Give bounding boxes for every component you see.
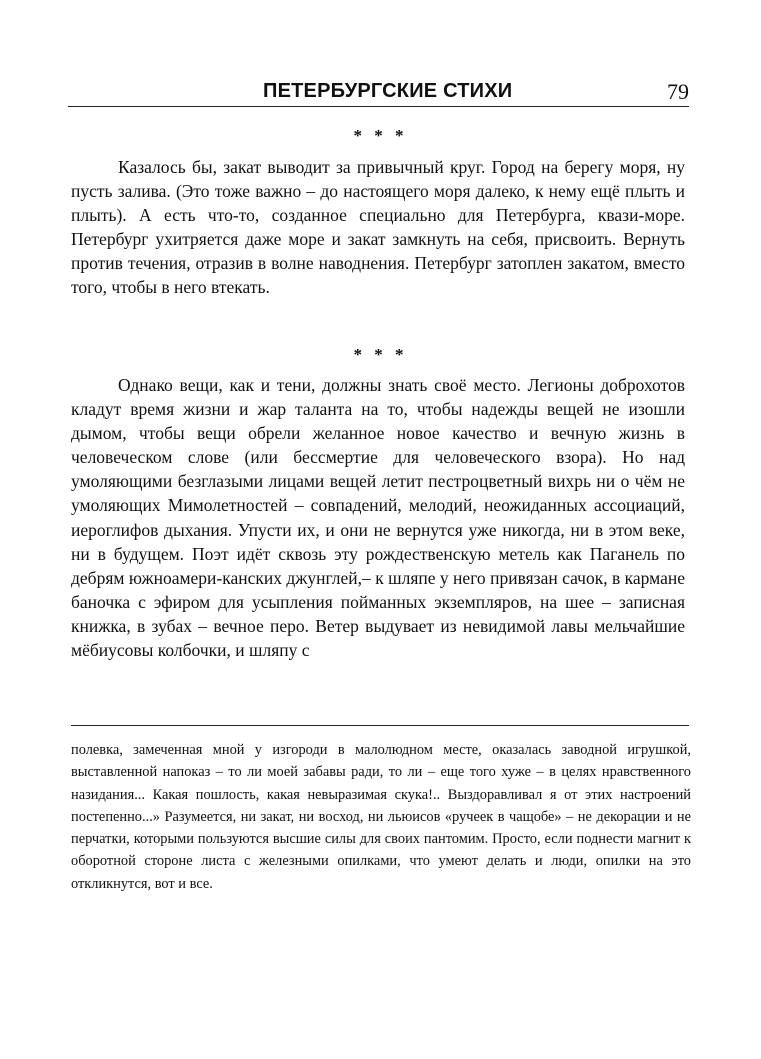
- running-header: [68, 80, 689, 107]
- page-number: 79: [667, 79, 689, 104]
- section-separator-1: * * *: [353, 126, 408, 145]
- paragraph-things: Однако вещи, как и тени, должны знать своё место. Легионы доброхотов кладут время жизни и жар таланта на то, чтобы надежды вещей не изошли дымом, чтобы вещи обрели желанное новое качество и вечную жизнь в человеческом слове (или бессмертие для человеческого взора). Но над умоляющими безглазыми лицами вещей летит пестроцветный вихрь ни о чём не умоляющих Мимолетностей – совпадений, мелодий, неожиданных ассоциаций, иероглифов дыхания. Упусти их, и они не вернутся уже никогда, ни в этом веке, ни в будущем. Поэт идёт сквозь эту рождественскую метель как Паганель по дебрям южноамери-канских джунглей,– к шляпе у него привязан сачок, в кармане баночка с эфиром для усыпления пойманных экземпляров, на шее – записная книжка, в зубах – вечное перо. Ветер выдувает из невидимой лавы мельчайшие мёбиусовы колбочки, и шляпу с: [71, 375, 685, 661]
- footnote-rule: [71, 725, 689, 726]
- section-separator-2: * * *: [353, 345, 408, 364]
- paragraph-sunset: Казалось бы, закат выводит за привычный круг. Город на берегу моря, ну пусть залива. (Это тоже важно – до настоящего моря далеко, к нему ещё плыть и плыть). А есть что-то, созданное специально для Петербурга, квази-море. Петербург ухитряется даже море и закат замкнуть на себя, присвоить. Вернуть против течения, отразив в волне наводнения. Петербург затоплен закатом, вместо того, чтобы в него втекать.: [71, 157, 685, 298]
- footnote-text: полевка, замеченная мной у изгороди в малолюдном месте, оказалась заводной игрушкой, выставленной напоказ – то ли моей забавы ради, то ли – еще того хуже – в целях нравственного назидания... Какая пошлость, какая невыразимая скука!.. Выздоравливал я от этих настроений постепенно...» Разумеется, ни закат, ни восход, ни льюисов «ручеек в чащобе» – не декорации и не перчатки, которыми пользуются высшие силы для своих пантомим. Просто, если поднести магнит к оборотной стороне листа с железными опилками, что умеют делать и люди, опилки на это откликнутся, вот и все.: [71, 742, 691, 892]
- running-title: ПЕТЕРБУРГСКИЕ СТИХИ: [263, 80, 513, 102]
